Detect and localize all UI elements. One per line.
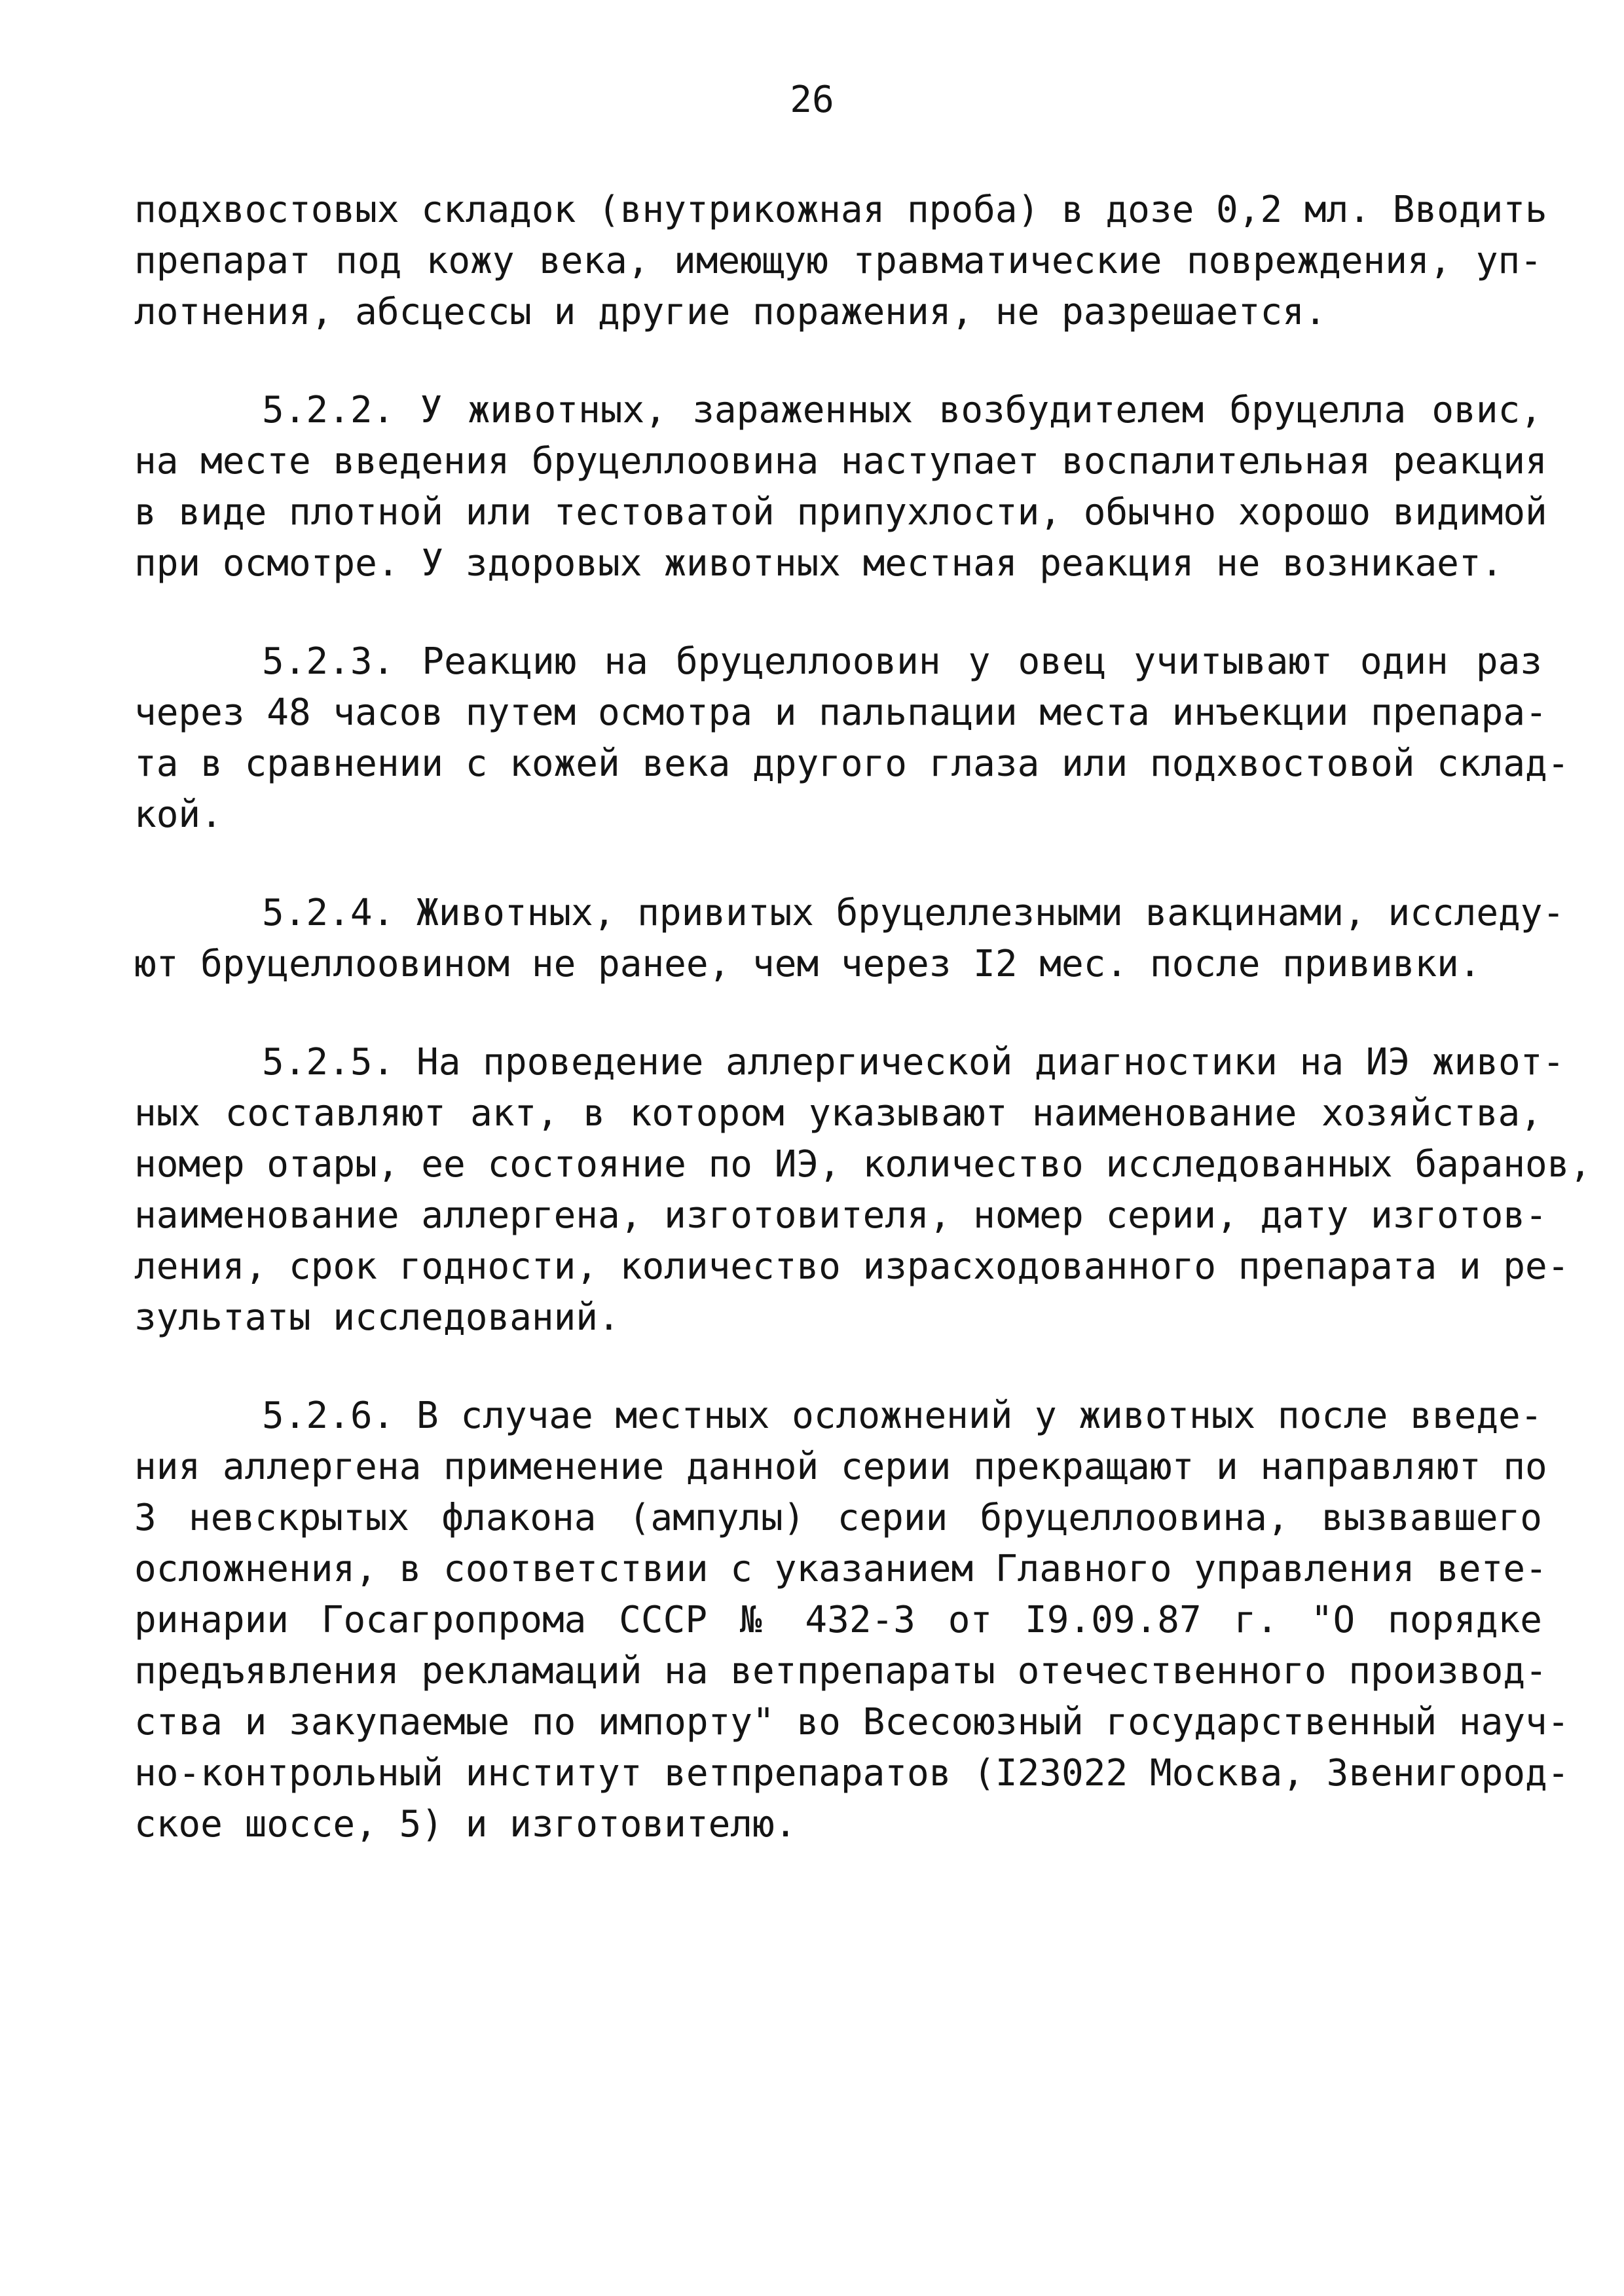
text-line: при осмотре. У здоровых животных местная реакция не возникает.	[134, 542, 1504, 585]
text-line: в виде плотной или тестоватой припухлости, обычно хорошо видимой	[134, 491, 1547, 534]
text-line: номер отары, ее состояние по ИЭ, количество исследованных баранов,	[134, 1143, 1592, 1186]
text-line: но-контрольный институт ветпрепаратов (I23022 Москва, Звенигород-	[134, 1752, 1570, 1795]
text-line: через 48 часов путем осмотра и пальпации места инъекции препара-	[134, 691, 1547, 734]
text-line: 5.2.4. Животных, привитых бруцеллезными вакцинами, исследу-	[262, 892, 1565, 934]
text-line: ления, срок годности, количество израсходованного препарата и ре-	[134, 1245, 1570, 1288]
text-line: 3 невскрытых флакона (ампулы) серии бруцеллоовина, вызвавшего	[134, 1497, 1542, 1539]
text-line: ства и закупаемые по импорту" во Всесоюзный государственный науч-	[134, 1701, 1570, 1743]
document-body	[134, 185, 1592, 1850]
text-line: на месте введения бруцеллоовина наступает воспалительная реакция	[134, 440, 1547, 483]
text-line: 5.2.5. На проведение аллергической диагностики на ИЭ живот-	[262, 1041, 1565, 1084]
paragraph-5-2-6	[134, 1391, 1570, 1850]
paragraph-5-2-5	[134, 1037, 1592, 1343]
text-line: наименование аллергена, изготовителя, номер серии, дату изготов-	[134, 1194, 1547, 1237]
text-line: ных составляют акт, в котором указывают наименование хозяйства,	[134, 1092, 1542, 1135]
text-line: предъявления рекламаций на ветпрепараты отечественного производ-	[134, 1650, 1547, 1692]
text-line: ют бруцеллоовином не ранее, чем через I2 мес. после прививки.	[134, 943, 1481, 985]
paragraph-5-2-2	[134, 385, 1547, 589]
text-line: кой.	[134, 793, 223, 836]
text-line: зультаты исследований.	[134, 1296, 620, 1339]
text-line: ринарии Госагропрома СССР № 432-3 от I9.09.87 г. "О порядке	[134, 1599, 1542, 1641]
text-line: та в сравнении с кожей века другого глаза или подхвостовой склад-	[134, 742, 1570, 785]
paragraph-5-2-4	[134, 888, 1565, 990]
text-line: подхвостовых складок (внутрикожная проба) в дозе 0,2 мл. Вводить	[134, 189, 1547, 231]
text-line: ния аллергена применение данной серии прекращают и направляют по	[134, 1446, 1547, 1488]
text-line: ское шоссе, 5) и изготовителю.	[134, 1803, 797, 1846]
text-line: лотнения, абсцессы и другие поражения, не разрешается.	[134, 291, 1327, 333]
paragraph-5-2-3	[134, 636, 1570, 841]
text-line: 5.2.2. У животных, зараженных возбудителем бруцелла овис,	[262, 389, 1542, 431]
page-number: 26	[790, 79, 834, 121]
text-line: осложнения, в соответствии с указанием Главного управления вете-	[134, 1548, 1547, 1590]
text-line: 5.2.6. В случае местных осложнений у животных после введе-	[262, 1394, 1543, 1437]
text-line: 5.2.3. Реакцию на бруцеллоовин у овец учитывают один раз	[262, 640, 1542, 683]
paragraph-continuation	[134, 185, 1547, 338]
text-line: препарат под кожу века, имеющую травматические повреждения, уп-	[134, 240, 1542, 282]
